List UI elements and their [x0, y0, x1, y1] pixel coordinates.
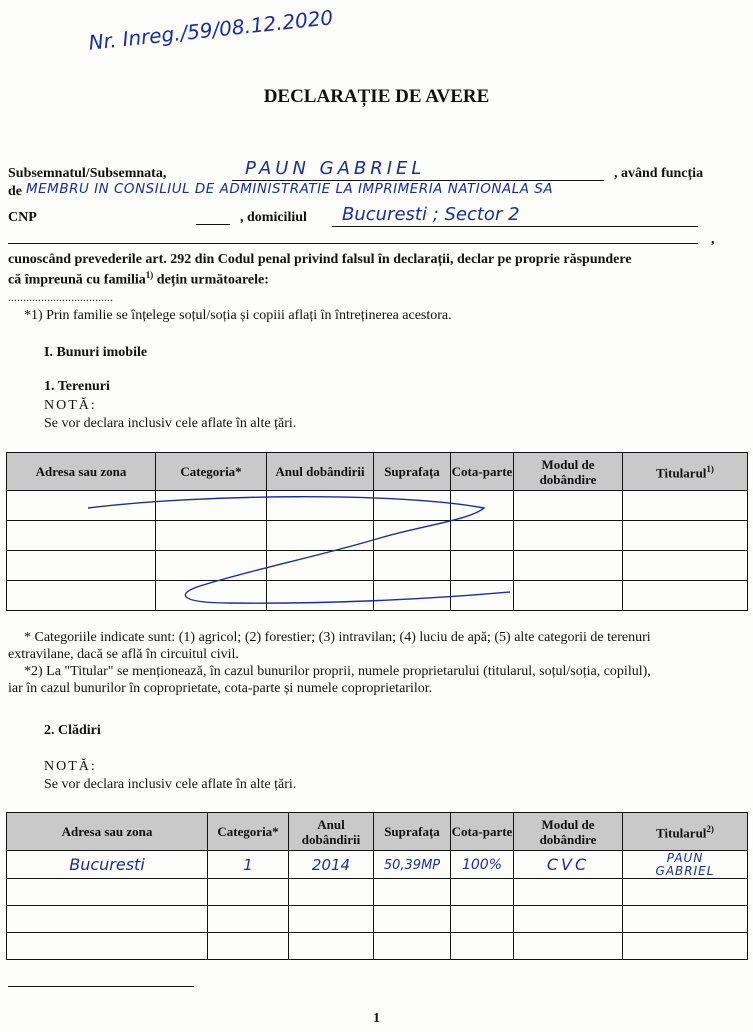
- col-titular: Titularul$^{1)}$: [623, 453, 748, 491]
- table-row: [7, 906, 748, 933]
- table-row: [7, 851, 748, 879]
- domicile-label: , domiciliul: [240, 210, 307, 225]
- section-title-imobile: I. Bunuri imobile: [44, 345, 148, 360]
- domicile-handwritten: Bucuresti ; Sector 2: [342, 204, 520, 225]
- col-adresa: Adresa sau zona: [7, 813, 208, 851]
- cell-anul: 2014: [311, 855, 351, 874]
- col-modul: Modul de dobândire: [514, 813, 623, 851]
- nota-label-2: NOTĂ:: [44, 759, 97, 774]
- col-suprafata: Suprafața: [374, 453, 451, 491]
- function-label: , având funcția: [614, 166, 704, 181]
- footnote-family: *1) Prin familie se înțelege soțul/soția și copiii aflați în întreținerea acestora.: [24, 308, 452, 323]
- note-categories-1: * Categoriile indicate sunt: (1) agricol; (2) forestier; (3) intravilan; (4) luciu de apă; (5) alte categorii de terenuri: [24, 630, 651, 645]
- table-row: [7, 933, 748, 960]
- col-cota: Cota-parte: [451, 813, 514, 851]
- cell-categoria: 1: [243, 855, 253, 874]
- cell-adresa: Bucuresti: [69, 855, 145, 874]
- note-categories-2: extravilane, dacă se află în circuitul civil.: [8, 647, 239, 662]
- col-anul: Anul dobândirii: [267, 453, 374, 491]
- cell-cota: 100%: [461, 856, 503, 873]
- cell-titular: PAUN GABRIEL: [655, 850, 715, 878]
- cladiri-table: [6, 812, 748, 960]
- nota-text-1: Se vor declara inclusiv cele aflate în alte țări.: [44, 416, 297, 431]
- declaration-line-2: că împreună cu familia$^{1)}$ dețin următoarele:: [8, 270, 269, 288]
- subsection-cladiri: 2. Clădiri: [44, 723, 101, 738]
- page-number: 1: [373, 1011, 380, 1026]
- col-anul: Anul dobândirii: [289, 813, 374, 851]
- registration-number: Nr. Inreg./59/08.12.2020: [87, 5, 335, 55]
- subsection-terenuri: 1. Terenuri: [44, 379, 110, 394]
- note-titular-1: *2) La "Titular" se menționează, în cazul bunurilor proprii, numele proprietarului (titularul, soțul/soția, copilul),: [24, 664, 651, 679]
- col-adresa: Adresa sau zona: [7, 453, 156, 491]
- col-categoria: Categoria*: [156, 453, 267, 491]
- col-modul: Modul de dobândire: [514, 453, 623, 491]
- col-categoria: Categoria*: [208, 813, 289, 851]
- name-handwritten: PAUN GABRIEL: [245, 158, 426, 179]
- dots-line: ...................................: [8, 290, 113, 304]
- cnp-label: CNP: [8, 210, 37, 225]
- col-suprafata: Suprafața: [374, 813, 451, 851]
- de-label: de: [8, 184, 22, 199]
- cell-suprafata: 50,39MP: [383, 857, 441, 873]
- nota-label-1: NOTĂ:: [44, 398, 97, 413]
- footnote-separator: [8, 986, 194, 987]
- nota-text-2: Se vor declara inclusiv cele aflate în alte țări.: [44, 777, 297, 792]
- name-label: Subsemnatul/Subsemnata,: [8, 166, 167, 181]
- cell-modul: CVC: [546, 855, 590, 874]
- col-titular: Titularul$^{2)}$: [623, 813, 748, 851]
- col-cota: Cota-parte: [451, 453, 514, 491]
- table-row: [7, 879, 748, 906]
- declaration-line-1: cunoscând prevederile art. 292 din Codul penal privind falsul în declarații, declar pe proprie răspundere: [8, 252, 632, 267]
- note-titular-2: iar în cazul bunurilor în coproprietate, cota-parte și numele coproprietarilor.: [8, 681, 433, 696]
- document-title: DECLARAȚIE DE AVERE: [263, 86, 490, 107]
- function-handwritten: MEMBRU IN CONSILIUL DE ADMINISTRATIE LA IMPRIMERIA NATIONALA SA: [26, 181, 554, 197]
